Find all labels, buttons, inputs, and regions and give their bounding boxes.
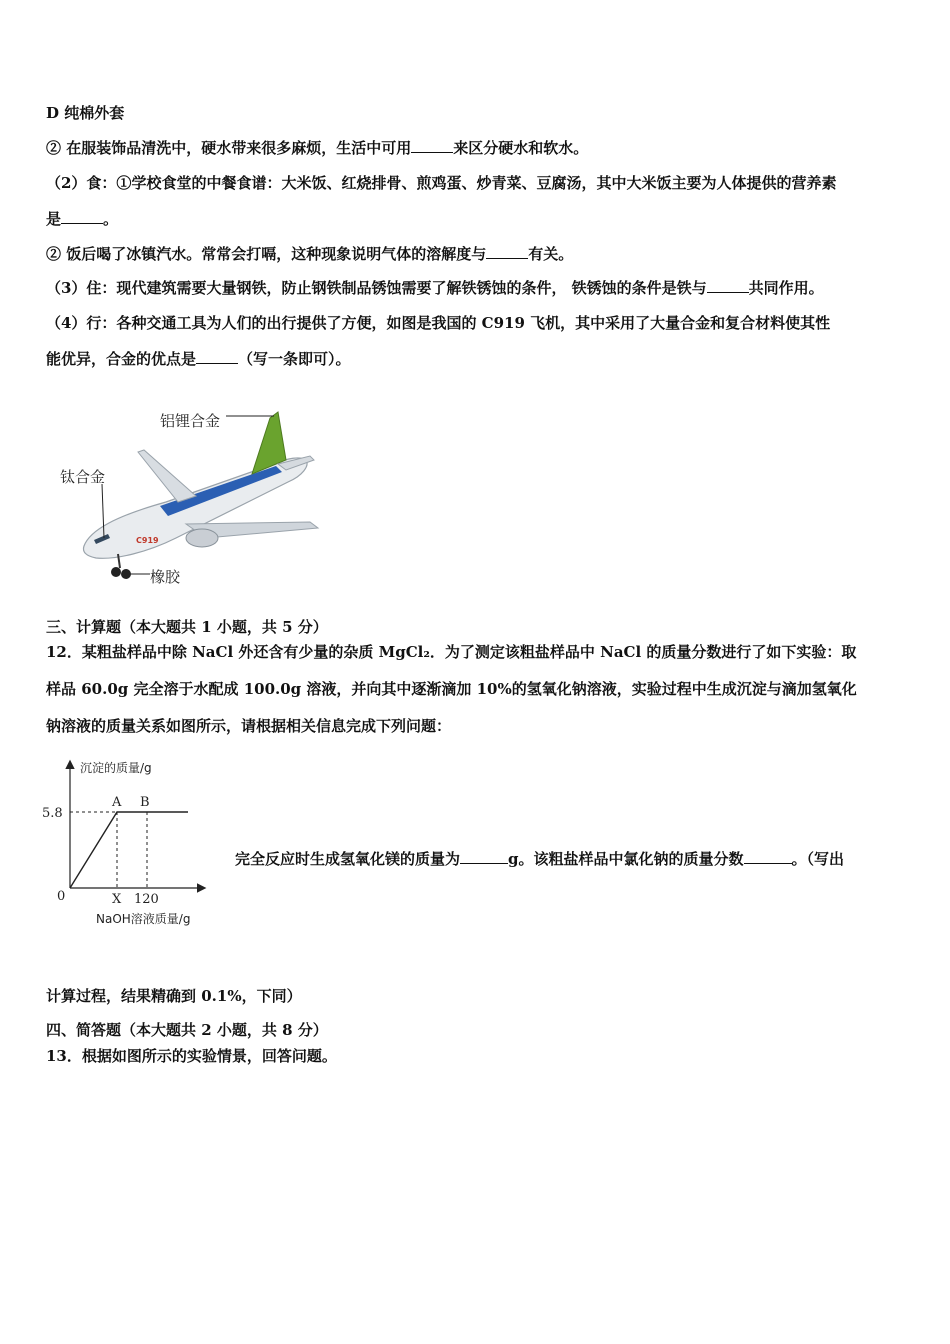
wheel bbox=[111, 567, 121, 577]
text: 共同作用。 bbox=[748, 279, 824, 297]
text: （3）住：现代建筑需要大量钢铁，防止钢铁制品锈蚀需要了解铁锈蚀的条件， 铁锈蚀的条件是铁与 bbox=[46, 279, 707, 297]
engine bbox=[186, 529, 218, 547]
text: 是 bbox=[46, 210, 62, 228]
question-soda bbox=[46, 243, 573, 264]
question-12-note: 计算过程，结果精确到 0.1%，下同） bbox=[46, 987, 302, 1005]
section-3-title: 三、计算题（本大题共 1 小题，共 5 分） bbox=[46, 618, 328, 636]
origin-label: 0 bbox=[57, 889, 66, 904]
point-b-label: B bbox=[140, 795, 150, 810]
point-a-label: A bbox=[112, 795, 122, 810]
option-d: D 纯棉外套 bbox=[46, 104, 125, 122]
answer-blank[interactable] bbox=[707, 278, 749, 293]
answer-blank[interactable] bbox=[486, 244, 528, 259]
text: ② 饭后喝了冰镇汽水。常常会打嗝，这种现象说明气体的溶解度与 bbox=[46, 245, 487, 263]
text: g。该粗盐样品中氯化钠的质量分数 bbox=[508, 850, 744, 868]
text: 能优异，合金的优点是 bbox=[46, 350, 197, 368]
question-12-answer bbox=[235, 848, 844, 869]
section-4-title: 四、简答题（本大题共 2 小题，共 8 分） bbox=[46, 1021, 328, 1039]
label-al-li-alloy: 铝锂合金 bbox=[160, 412, 221, 430]
x-tick-label-x: X bbox=[112, 892, 122, 907]
y-axis-label: 沉淀的质量/g bbox=[80, 761, 152, 775]
text: 来区分硬水和软水。 bbox=[453, 139, 589, 157]
series-line bbox=[70, 812, 188, 888]
text: ② 在服装饰品清洗中，硬水带来很多麻烦，生活中可用 bbox=[46, 139, 412, 157]
far-wing bbox=[138, 450, 196, 502]
text: 。（写出 bbox=[791, 850, 845, 868]
c919-plane-figure bbox=[56, 398, 326, 590]
question-hard-water bbox=[46, 137, 588, 158]
label-rubber: 橡胶 bbox=[150, 568, 181, 586]
answer-blank[interactable] bbox=[196, 349, 238, 364]
question-12-line3: 钠溶液的质量关系如图所示，请根据相关信息完成下列问题： bbox=[46, 717, 452, 735]
question-travel-answer bbox=[46, 348, 351, 369]
question-housing bbox=[46, 277, 824, 298]
wheel bbox=[121, 569, 131, 579]
text: 。 bbox=[103, 210, 119, 228]
label-titanium-alloy: 钛合金 bbox=[60, 468, 106, 486]
x-axis-label: NaOH溶液质量/g bbox=[96, 912, 191, 926]
precipitate-graph bbox=[40, 756, 230, 936]
answer-blank[interactable] bbox=[411, 138, 453, 153]
fuselage-logo: C919 bbox=[136, 536, 159, 545]
text: 完全反应时生成氢氧化镁的质量为 bbox=[235, 850, 461, 868]
question-food: （2）食：①学校食堂的中餐食谱：大米饭、红烧排骨、煎鸡蛋、炒青菜、豆腐汤，其中大米饭主要为人体提供的营养素 bbox=[46, 174, 837, 192]
question-12-line1: 12．某粗盐样品中除 NaCl 外还含有少量的杂质 MgCl₂．为了测定该粗盐样品中 NaCl 的质量分数进行了如下实验：取 bbox=[46, 643, 857, 661]
question-travel: （4）行：各种交通工具为人们的出行提供了方便，如图是我国的 C919 飞机，其中采用了大量合金和复合材料使其性 bbox=[46, 314, 831, 332]
question-12-line2: 样品 60.0g 完全溶于水配成 100.0g 溶液，并向其中逐渐滴加 10%的氢氧化钠溶液，实验过程中生成沉淀与滴加氢氧化 bbox=[46, 680, 857, 698]
y-tick-label: 5.8 bbox=[42, 806, 63, 821]
text: （写一条即可）。 bbox=[238, 350, 351, 368]
answer-blank-percent[interactable] bbox=[744, 849, 792, 864]
answer-blank-mass[interactable] bbox=[460, 849, 508, 864]
text: 有关。 bbox=[528, 245, 574, 263]
x-tick-label-120: 120 bbox=[134, 892, 159, 907]
question-food-answer bbox=[46, 208, 118, 229]
answer-blank[interactable] bbox=[61, 209, 103, 224]
question-13: 13．根据如图所示的实验情景，回答问题。 bbox=[46, 1047, 337, 1065]
